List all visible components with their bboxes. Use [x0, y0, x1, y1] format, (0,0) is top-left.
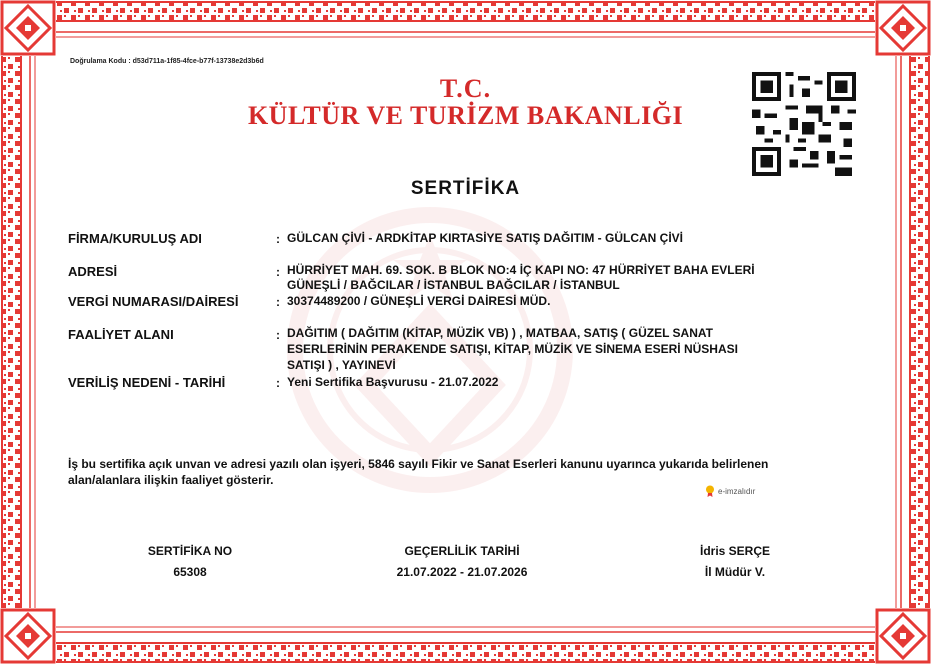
firm-label: FİRMA/KURULUŞ ADI	[68, 231, 202, 246]
cert-no-value: 65308	[173, 565, 207, 579]
activity-line-3: SATIŞI ) , YAYINEVİ	[287, 358, 396, 372]
qr-code	[752, 72, 856, 176]
declaration-line-2: alan/alanlara ilişkin faaliyet gösterir.	[68, 473, 274, 487]
declaration-text	[68, 456, 868, 488]
signer-title: İl Müdür V.	[704, 565, 766, 579]
activity-line-1: DAĞITIM ( DAĞITIM (KİTAP, MÜZİK VB) ) , MATBAA, SATIŞ ( GÜZEL SANAT	[287, 326, 713, 340]
address-colon: :	[276, 265, 280, 279]
cert-no-label: SERTİFİKA NO	[147, 544, 233, 558]
declaration-line-1: İş bu sertifika açık unvan ve adresi yazılı olan işyeri, 5846 sayılı Fikir ve Sanat Eserleri kanunu uyarınca yukarıda belirlenen	[68, 457, 769, 471]
activity-colon: :	[276, 328, 280, 342]
tax-label: VERGİ NUMARASI/DAİRESİ	[68, 294, 239, 309]
esign-label: e-imzalıdır	[718, 486, 756, 496]
certificate-title: SERTİFİKA	[410, 178, 521, 199]
verification-code: Doğrulama Kodu : d53d711a-1f85-4fce-b77f-13738e2d3b6d	[70, 58, 264, 65]
reason-value: Yeni Sertifika Başvurusu - 21.07.2022	[287, 375, 499, 389]
address-line-2: GÜNEŞLİ / BAĞCILAR / İSTANBUL BAĞCILAR / İSTANBUL	[287, 278, 620, 292]
validity-value: 21.07.2022 - 21.07.2026	[396, 565, 528, 579]
validity-label: GEÇERLİLİK TARİHİ	[404, 544, 520, 558]
seal-icon	[705, 485, 715, 497]
firm-value: GÜLCAN ÇİVİ - ARDKİTAP KIRTASİYE SATIŞ DAĞITIM - GÜLCAN ÇİVİ	[287, 231, 683, 245]
tax-value: 30374489200 / GÜNEŞLİ VERGİ DAİRESİ MÜD.	[287, 294, 551, 308]
header-ministry: KÜLTÜR VE TURİZM BAKANLIĞI	[247, 101, 684, 130]
header-tc: T.C.	[439, 74, 492, 103]
tax-colon: :	[276, 295, 280, 309]
reason-label: VERİLİŞ NEDENİ - TARİHİ	[68, 375, 226, 390]
signer-name: İdris SERÇE	[699, 544, 771, 558]
esign-badge	[705, 485, 755, 497]
address-line-1: HÜRRİYET MAH. 69. SOK. B BLOK NO:4 İÇ KAPI NO: 47 HÜRRİYET BAHA EVLERİ	[287, 263, 755, 277]
activity-line-2: ESERLERİNİN PERAKENDE SATIŞI, KİTAP, MÜZİK VE SİNEMA ESERİ NÜSHASI	[287, 342, 738, 356]
address-label: ADRESİ	[68, 264, 118, 279]
activity-label: FAALİYET ALANI	[68, 327, 174, 342]
firm-colon: :	[276, 232, 280, 246]
reason-colon: :	[276, 376, 280, 390]
